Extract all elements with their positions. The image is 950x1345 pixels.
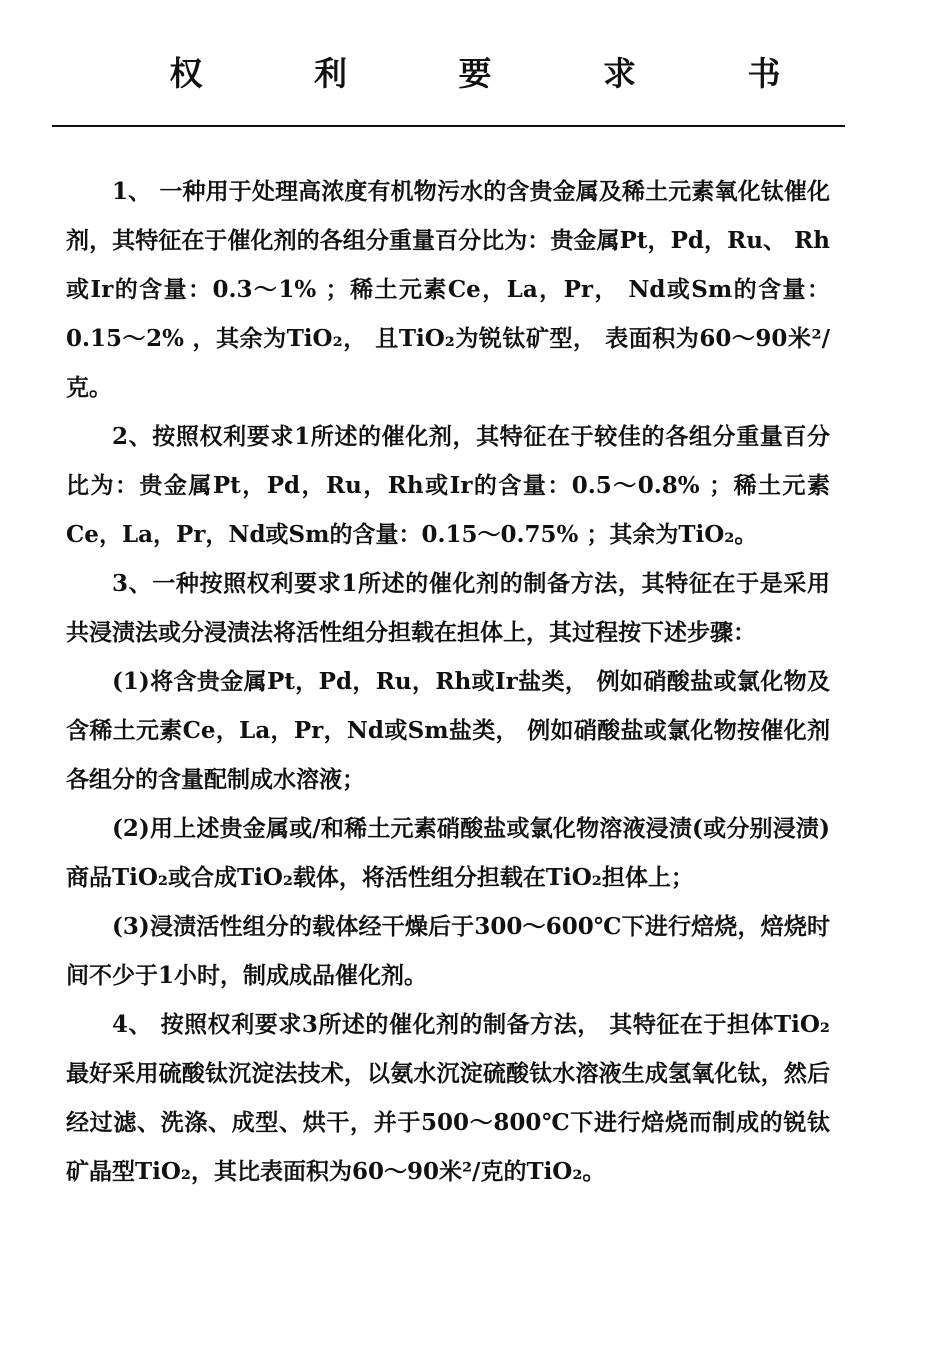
claim-3-step-2: (2)用上述贵金属或/和稀土元素硝酸盐或氯化物溶液浸渍(或分别浸渍)商品TiO₂或合成TiO₂载体，将活性组分担载在TiO₂担体上； xyxy=(66,815,830,891)
title-rule xyxy=(52,125,845,127)
claim-1: 1、 一种用于处理高浓度有机物污水的含贵金属及稀土元素氧化钛催化剂，其特征在于催化剂的各组分重量百分比为：贵金属Pt，Pd，Ru、 Rh或Ir的含量：0.3～1% ；稀土元素Ce，La，Pr， Nd或Sm的含量：0.15～2% ，其余为TiO₂， 且TiO₂为锐钛矿型， 表面积为60～90米²/克。 xyxy=(66,178,830,401)
claim-3: 3、一种按照权利要求1所述的催化剂的制备方法，其特征在于是采用共浸渍法或分浸渍法将活性组分担载在担体上，其过程按下述步骤： xyxy=(66,570,830,646)
claim-2: 2、按照权利要求1所述的催化剂，其特征在于较佳的各组分重量百分比为：贵金属Pt，Pd，Ru，Rh或Ir的含量：0.5～0.8% ；稀土元素Ce，La，Pr，Nd或Sm的含量：0.15～0.75% ；其余为TiO₂。 xyxy=(66,423,830,548)
document-title: 权 利 要 求 书 xyxy=(169,54,831,93)
claim-4: 4、 按照权利要求3所述的催化剂的制备方法， 其特征在于担体TiO₂最好采用硫酸钛沉淀法技术，以氨水沉淀硫酸钛水溶液生成氢氧化钛，然后经过滤、洗涤、成型、烘干，并于500～800℃下进行焙烧而制成的锐钛矿晶型TiO₂，其比表面积为60～90米²/克的TiO₂。 xyxy=(66,1011,830,1185)
claims-body xyxy=(66,167,830,1196)
claim-3-step-3: (3)浸渍活性组分的载体经干燥后于300～600℃下进行焙烧，焙烧时间不少于1小时，制成成品催化剂。 xyxy=(66,913,830,989)
claim-3-step-1: (1)将含贵金属Pt，Pd，Ru，Rh或Ir盐类， 例如硝酸盐或氯化物及含稀土元素Ce，La，Pr，Nd或Sm盐类， 例如硝酸盐或氯化物按催化剂各组分的含量配制成水溶液； xyxy=(66,668,830,793)
